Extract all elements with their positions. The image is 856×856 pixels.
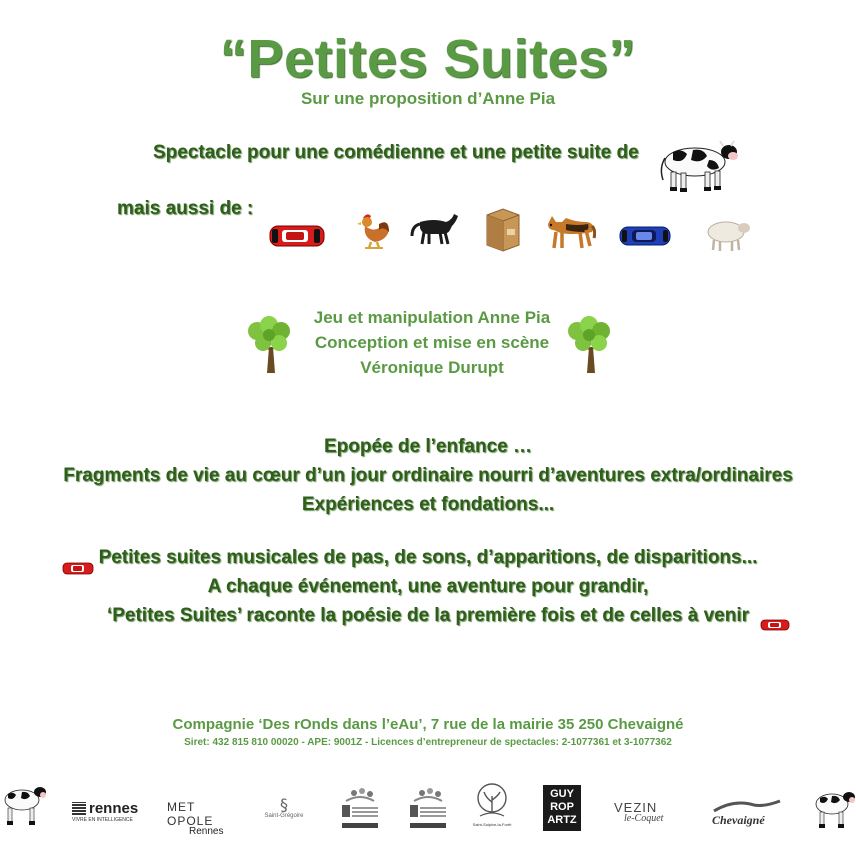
rooster-icon [355, 210, 391, 250]
chevaigne-logo [712, 798, 782, 828]
guy-rop-artz-logo [543, 785, 581, 831]
rennes-metropole-logo [167, 800, 239, 837]
page-title: “Petites Suites” [219, 29, 637, 89]
small-red-car-icon [62, 562, 94, 575]
rennes-logo-text: rennes [89, 800, 139, 817]
dog-icon [544, 214, 596, 252]
intro-line-1: Spectacle pour une comédienne et une petite suite de [153, 142, 639, 163]
blue-car-icon [618, 224, 672, 248]
epopee-line-2: Fragments de vie au cœur d’un jour ordinaire nourri d’aventures extra/ordinaires [63, 465, 793, 486]
epopee-line-1: Epopée de l’enfance … [324, 436, 532, 457]
tree-left-icon [245, 315, 293, 375]
epopee-line-3: Expériences et fondations... [301, 494, 555, 515]
chevaigne-logo-text: Chevaigné [712, 813, 765, 827]
small-red-car-icon [760, 619, 790, 631]
tree-right-icon [565, 315, 613, 375]
centre-culturel-logo [340, 785, 380, 833]
saint-gregoire-logo-text: Saint-Grégoire [264, 813, 304, 819]
credits-line-1: Jeu et manipulation Anne Pia [313, 308, 551, 327]
cow-icon [0, 782, 48, 828]
page-subtitle: Sur une proposition d’Anne Pia [300, 89, 556, 108]
chevaigne-swoosh-icon [712, 799, 782, 813]
cow-icon [812, 786, 856, 830]
credits-block [300, 305, 564, 380]
guy-rop-artz-line-1: GUY [550, 788, 574, 800]
rennes-logo [72, 800, 148, 823]
intro-line-2: mais aussi de : [117, 198, 254, 219]
vezin-le-coquet-logo [614, 800, 678, 824]
saint-gregoire-logo [262, 797, 306, 819]
saint-sulpice-logo-text: Saint-Sulpice-la-Forêt [472, 822, 512, 827]
credits-line-3: Véronique Durupt [360, 358, 504, 377]
metropole-logo-text: MET OPOLE [167, 800, 214, 828]
saint-sulpice-tree-icon [474, 782, 510, 822]
rennes-logo-tagline: VIVRE EN INTELLIGENCE [72, 817, 133, 823]
cow-icon [657, 138, 741, 194]
metropole-logo-subtext: Rennes [189, 826, 224, 837]
musicales-block [0, 543, 856, 630]
musicales-line-3: ‘Petites Suites’ raconte la poésie de la première fois et de celles à venir [106, 605, 750, 626]
company-line: Compagnie ‘Des rOnds dans l’eAu’, 7 rue de la mairie 35 250 Chevaigné [172, 716, 684, 733]
guy-rop-artz-line-2: ROP [550, 801, 574, 813]
siret-line: Siret: 432 815 810 00020 - APE: 9001Z - Licences d’entrepreneur de spectacles: 2-1077361 et 3-1077362 [184, 737, 672, 748]
sheep-icon [700, 218, 752, 252]
guy-rop-artz-line-3: ARTZ [547, 814, 577, 826]
musicales-line-2: A chaque événement, une aventure pour grandir, [207, 576, 649, 597]
saint-sulpice-logo [470, 782, 514, 827]
musicales-line-1: Petites suites musicales de pas, de sons, d’apparitions, de disparitions... [98, 547, 758, 568]
rennes-stripes-icon [72, 802, 86, 815]
horse-icon [410, 210, 460, 246]
vezin-logo-subtext: le-Coquet [624, 813, 664, 824]
credits-line-2: Conception et mise en scène [314, 333, 550, 352]
vezin-logo-text: VEZIN [614, 800, 658, 815]
epopee-block [0, 432, 856, 519]
cardboard-box-icon [484, 207, 522, 253]
association-culturelle-logo [408, 785, 448, 833]
red-car-icon [268, 223, 326, 249]
saint-gregoire-mark-icon: § [280, 795, 288, 814]
